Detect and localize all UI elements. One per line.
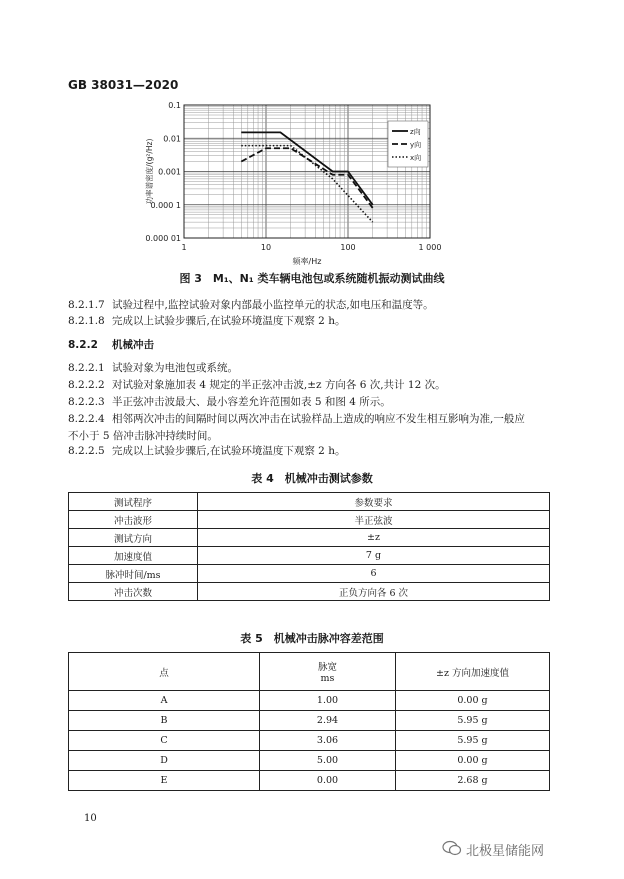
legend-label: y向: [410, 141, 422, 149]
table-cell: ±z: [198, 529, 550, 547]
x-tick-label: 100: [340, 243, 356, 252]
y-tick-label: 0.000 01: [145, 234, 181, 243]
clause-text: 完成以上试验步骤后,在试验环境温度下观察 2 h。: [112, 315, 346, 327]
table-row: [69, 731, 550, 751]
psd-chart: [140, 95, 470, 265]
table-cell: A: [69, 691, 260, 711]
standard-code: GB 38031—2020: [68, 78, 179, 92]
y-tick-label: 0.001: [158, 167, 181, 177]
table-cell: 3.06: [260, 731, 396, 751]
table-row: [69, 771, 550, 791]
table-cell: 半正弦波: [198, 511, 550, 529]
y-tick-label: 0.01: [163, 134, 181, 144]
table5: [68, 652, 550, 791]
clause: [68, 361, 238, 375]
table-row: [69, 583, 550, 601]
table-cell: 冲击波形: [69, 511, 198, 529]
clause: [68, 314, 345, 328]
clause-text: 试验对象为电池包或系统。: [112, 362, 238, 374]
clause-number: 8.2.2.2: [68, 379, 105, 391]
clause-text: 完成以上试验步骤后,在试验环境温度下观察 2 h。: [112, 445, 346, 457]
y-tick-label: 0.000 1: [150, 200, 181, 210]
x-tick-label: 1: [181, 243, 187, 252]
clause-number: 8.2.1.7: [68, 299, 105, 311]
clause: [68, 338, 154, 352]
y-tick-label: 0.1: [168, 101, 181, 110]
table-header-cell: 测试程序: [69, 493, 198, 511]
table-cell: 7 g: [198, 547, 550, 565]
table-cell: 冲击次数: [69, 583, 198, 601]
legend-label: z向: [410, 128, 421, 136]
table-cell: 1.00: [260, 691, 396, 711]
x-tick-label: 1 000: [418, 243, 442, 252]
series-line-dotted: [241, 146, 372, 223]
wechat-icon: [442, 840, 462, 856]
clause-text: 机械冲击: [112, 339, 154, 351]
clause: [68, 298, 434, 312]
clause: [68, 378, 446, 392]
table-cell: 2.94: [260, 711, 396, 731]
clause-text: 试验过程中,监控试验对象内部最小监控单元的状态,如电压和温度等。: [112, 299, 434, 311]
table-header-row: [69, 493, 550, 511]
table-header-cell: 参数要求: [198, 493, 550, 511]
clause-number: 8.2.2.3: [68, 396, 105, 408]
table-cell: 0.00: [260, 771, 396, 791]
table-cell: 0.00 g: [396, 751, 550, 771]
chart-legend: [388, 121, 428, 167]
table-header-row: [69, 653, 550, 691]
table-row: [69, 529, 550, 547]
table-row: [69, 565, 550, 583]
legend-label: x向: [410, 154, 422, 162]
table-row: [69, 547, 550, 565]
table-cell: 2.68 g: [396, 771, 550, 791]
table-cell: D: [69, 751, 260, 771]
table-cell: E: [69, 771, 260, 791]
table-row: [69, 511, 550, 529]
table-cell: 测试方向: [69, 529, 198, 547]
table-row: [69, 751, 550, 771]
page-number: 10: [84, 813, 97, 824]
watermark: 北极星储能网: [466, 844, 545, 859]
table4-caption: 表 4 机械冲击测试参数: [251, 472, 373, 485]
clause-text: 不小于 5 倍冲击脉冲持续时间。: [68, 430, 218, 442]
clause: [68, 444, 345, 458]
table4: [68, 492, 550, 601]
table-cell: 6: [198, 565, 550, 583]
clause: [68, 428, 218, 443]
table-cell: 5.00: [260, 751, 396, 771]
table-cell: 脉冲时间/ms: [69, 565, 198, 583]
table-header-cell: ±z 方向加速度值: [396, 653, 550, 691]
table-cell: 5.95 g: [396, 711, 550, 731]
x-axis-label: 频率/Hz: [292, 257, 322, 265]
clause-number: 8.2.2.1: [68, 362, 105, 374]
table-header-cell: 脉宽 ms: [260, 653, 396, 691]
clause-number: 8.2.2.5: [68, 445, 105, 457]
figure-caption: 图 3 M₁、N₁ 类车辆电池包或系统随机振动测试曲线: [179, 272, 445, 285]
table5-caption: 表 5 机械冲击脉冲容差范围: [240, 632, 384, 645]
table-cell: 正负方向各 6 次: [198, 583, 550, 601]
table-cell: C: [69, 731, 260, 751]
clause: [68, 412, 525, 426]
table-cell: B: [69, 711, 260, 731]
y-axis-label: 功率谱密度/(g²/Hz): [145, 138, 154, 205]
clause-text: 半正弦冲击波最大、最小容差允许范围如表 5 和图 4 所示。: [112, 396, 391, 408]
clause-number: 8.2.2.4: [68, 413, 105, 425]
table-row: [69, 711, 550, 731]
clause-text: 对试验对象施加表 4 规定的半正弦冲击波,±z 方向各 6 次,共计 12 次。: [112, 379, 446, 391]
x-tick-label: 10: [260, 243, 272, 252]
table-cell: 5.95 g: [396, 731, 550, 751]
clause-text: 相邻两次冲击的间隔时间以两次冲击在试验样品上造成的响应不发生相互影响为准,一般应: [112, 413, 525, 425]
clause: [68, 395, 391, 409]
table-header-cell: 点: [69, 653, 260, 691]
table-row: [69, 691, 550, 711]
clause-number: 8.2.1.8: [68, 315, 105, 327]
table-cell: 加速度值: [69, 547, 198, 565]
table-cell: 0.00 g: [396, 691, 550, 711]
clause-number: 8.2.2: [68, 339, 98, 351]
